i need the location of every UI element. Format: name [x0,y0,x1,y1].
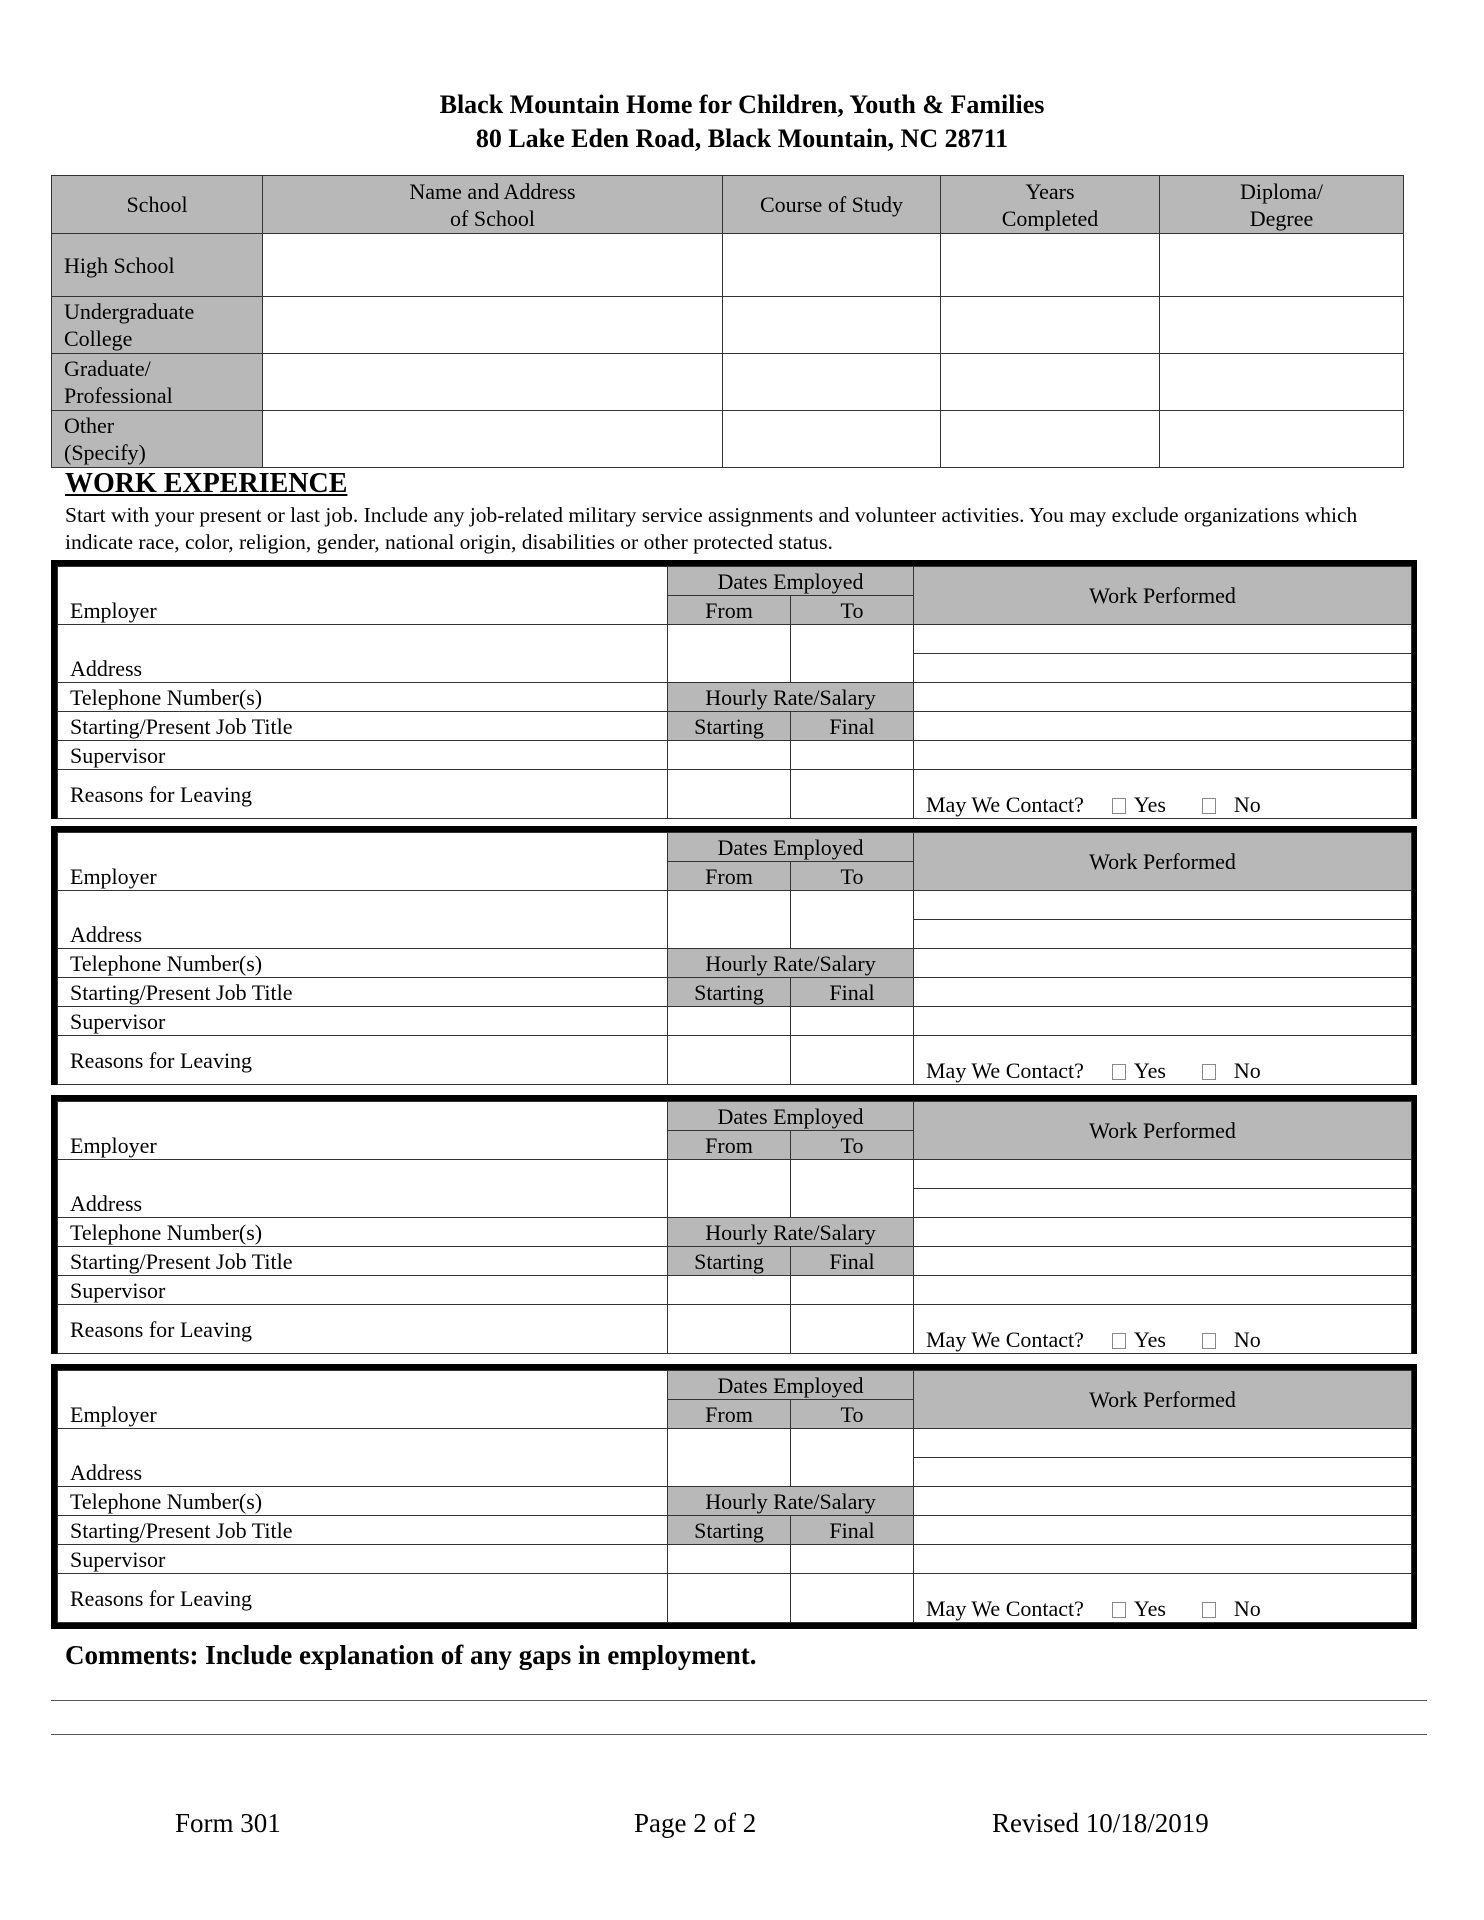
to-field[interactable] [791,1429,914,1487]
salary-field[interactable] [791,1036,914,1085]
edu-cell[interactable] [941,354,1160,411]
employer-block [57,1101,1412,1354]
yes-checkbox[interactable] [1112,798,1126,814]
form-header [0,88,1484,156]
no-label: No [1233,792,1261,817]
final-salary-field[interactable] [791,1545,914,1574]
no-label: No [1233,1058,1261,1083]
work-performed-line[interactable] [914,1276,1412,1305]
may-contact-label: May We Contact? [926,1596,1084,1621]
edu-col-years: Years Completed [941,176,1160,234]
work-performed-line[interactable] [914,654,1412,683]
edu-cell[interactable] [1160,297,1404,354]
employer-label[interactable]: Employer [58,1102,668,1160]
work-performed-line[interactable] [914,1545,1412,1574]
salary-field[interactable] [791,770,914,819]
final-salary-field[interactable] [791,1276,914,1305]
address-label[interactable]: Address [58,625,668,683]
hourly-rate-header: Hourly Rate/Salary [668,1218,914,1247]
work-performed-line[interactable] [914,741,1412,770]
to-field[interactable] [791,891,914,949]
work-performed-line[interactable] [914,1429,1412,1458]
work-performed-line[interactable] [914,1189,1412,1218]
may-contact-label: May We Contact? [926,792,1084,817]
to-field[interactable] [791,625,914,683]
work-experience-intro: Start with your present or last job. Include any job-related military service assignments and volunteer activities. You may exclude organizations which indicate race, color, religion, gender, national origin, disabilities or other protected status. [65,503,1358,554]
salary-field[interactable] [791,1305,914,1354]
employer-block-3 [51,1095,1417,1354]
edu-col-school: School [52,176,263,234]
edu-col-course: Course of Study [723,176,941,234]
edu-cell[interactable] [723,297,941,354]
edu-cell[interactable] [263,234,723,297]
no-checkbox[interactable] [1202,1064,1216,1080]
edu-cell[interactable] [263,354,723,411]
dates-employed-header: Dates Employed [668,1371,914,1400]
salary-field[interactable] [668,1305,791,1354]
edu-cell[interactable] [723,354,941,411]
supervisor-label[interactable]: Supervisor [58,1545,668,1574]
employer-label[interactable]: Employer [58,567,668,625]
salary-field[interactable] [668,1574,791,1623]
edu-cell[interactable] [1160,354,1404,411]
starting-header: Starting [668,1516,791,1545]
dates-employed-header: Dates Employed [668,567,914,596]
org-name: Black Mountain Home for Children, Youth & Families [439,90,1045,119]
edu-row-label: High School [52,234,263,297]
yes-label: Yes [1133,792,1166,817]
from-field[interactable] [668,1429,791,1487]
may-contact [914,1036,1412,1085]
final-salary-field[interactable] [791,1007,914,1036]
work-performed-line[interactable] [914,625,1412,654]
final-header: Final [791,1247,914,1276]
employer-label[interactable]: Employer [58,833,668,891]
yes-label: Yes [1133,1327,1166,1352]
work-experience-title: WORK EXPERIENCE [65,468,348,499]
form-number: Form 301 [175,1808,281,1838]
edu-row-label: Other (Specify) [52,411,263,468]
may-contact [914,1305,1412,1354]
edu-cell[interactable] [1160,234,1404,297]
edu-cell[interactable] [263,411,723,468]
work-performed-line[interactable] [914,1516,1412,1545]
starting-header: Starting [668,978,791,1007]
may-contact [914,1574,1412,1623]
reasons-label[interactable]: Reasons for Leaving [58,770,668,819]
edu-row-label: Undergraduate College [52,297,263,354]
from-header: From [668,1400,791,1429]
supervisor-label[interactable]: Supervisor [58,741,668,770]
address-label[interactable]: Address [58,1160,668,1218]
dates-employed-header: Dates Employed [668,1102,914,1131]
reasons-label[interactable]: Reasons for Leaving [58,1305,668,1354]
hourly-rate-header: Hourly Rate/Salary [668,1487,914,1516]
work-performed-line[interactable] [914,949,1412,978]
employer-block-4 [51,1364,1417,1629]
may-contact-label: May We Contact? [926,1327,1084,1352]
from-field[interactable] [668,891,791,949]
page-number: Page 2 of 2 [634,1808,757,1838]
dates-employed-header: Dates Employed [668,833,914,862]
org-address: 80 Lake Eden Road, Black Mountain, NC 28711 [475,124,1009,153]
employer-block-1 [51,560,1417,819]
final-header: Final [791,978,914,1007]
to-header: To [791,1131,914,1160]
work-performed-line[interactable] [914,1487,1412,1516]
from-header: From [668,1131,791,1160]
hourly-rate-header: Hourly Rate/Salary [668,949,914,978]
to-field[interactable] [791,1160,914,1218]
address-label[interactable]: Address [58,1429,668,1487]
reasons-label[interactable]: Reasons for Leaving [58,1574,668,1623]
edu-cell[interactable] [723,411,941,468]
employer-label[interactable]: Employer [58,1371,668,1429]
no-label: No [1233,1596,1261,1621]
no-checkbox[interactable] [1202,798,1216,814]
job-title-label[interactable]: Starting/Present Job Title [58,1247,668,1276]
no-label: No [1233,1327,1261,1352]
starting-salary-field[interactable] [668,1007,791,1036]
edu-cell[interactable] [941,411,1160,468]
work-performed-line[interactable] [914,1458,1412,1487]
edu-cell[interactable] [723,234,941,297]
work-performed-header: Work Performed [914,1371,1412,1429]
from-field[interactable] [668,1160,791,1218]
final-header: Final [791,1516,914,1545]
starting-header: Starting [668,712,791,741]
comment-line[interactable] [51,1700,1427,1701]
yes-label: Yes [1133,1058,1166,1083]
salary-field[interactable] [791,1574,914,1623]
yes-checkbox[interactable] [1112,1602,1126,1618]
comments-heading: Comments: Include explanation of any gaps in employment. [65,1640,757,1670]
telephone-label[interactable]: Telephone Number(s) [58,683,668,712]
hourly-rate-header: Hourly Rate/Salary [668,683,914,712]
from-header: From [668,862,791,891]
no-checkbox[interactable] [1202,1602,1216,1618]
to-header: To [791,596,914,625]
employer-block [57,832,1412,1085]
employer-block [57,566,1412,819]
to-header: To [791,862,914,891]
work-performed-line[interactable] [914,978,1412,1007]
starting-header: Starting [668,1247,791,1276]
from-field[interactable] [668,625,791,683]
work-performed-line[interactable] [914,1007,1412,1036]
edu-col-diploma: Diploma/ Degree [1160,176,1404,234]
telephone-label[interactable]: Telephone Number(s) [58,949,668,978]
supervisor-label[interactable]: Supervisor [58,1007,668,1036]
yes-checkbox[interactable] [1112,1064,1126,1080]
job-title-label[interactable]: Starting/Present Job Title [58,978,668,1007]
telephone-label[interactable]: Telephone Number(s) [58,1487,668,1516]
from-header: From [668,596,791,625]
final-salary-field[interactable] [791,741,914,770]
yes-checkbox[interactable] [1112,1333,1126,1349]
reasons-label[interactable]: Reasons for Leaving [58,1036,668,1085]
work-performed-line[interactable] [914,1218,1412,1247]
work-performed-line[interactable] [914,891,1412,920]
starting-salary-field[interactable] [668,741,791,770]
work-performed-header: Work Performed [914,567,1412,625]
to-header: To [791,1400,914,1429]
edu-cell[interactable] [1160,411,1404,468]
edu-row-label: Graduate/ Professional [52,354,263,411]
work-performed-line[interactable] [914,683,1412,712]
salary-field[interactable] [668,1036,791,1085]
may-contact-label: May We Contact? [926,1058,1084,1083]
work-performed-line[interactable] [914,1247,1412,1276]
edu-cell[interactable] [941,297,1160,354]
job-title-label[interactable]: Starting/Present Job Title [58,1516,668,1545]
starting-salary-field[interactable] [668,1276,791,1305]
job-title-label[interactable]: Starting/Present Job Title [58,712,668,741]
work-performed-line[interactable] [914,1160,1412,1189]
salary-field[interactable] [668,770,791,819]
edu-cell[interactable] [263,297,723,354]
supervisor-label[interactable]: Supervisor [58,1276,668,1305]
address-label[interactable]: Address [58,891,668,949]
edu-col-name: Name and Address of School [263,176,723,234]
comment-line[interactable] [51,1734,1427,1735]
employer-block-2 [51,826,1417,1085]
work-performed-header: Work Performed [914,833,1412,891]
starting-salary-field[interactable] [668,1545,791,1574]
yes-label: Yes [1133,1596,1166,1621]
work-performed-header: Work Performed [914,1102,1412,1160]
revised-date: Revised 10/18/2019 [992,1808,1209,1838]
work-performed-line[interactable] [914,920,1412,949]
no-checkbox[interactable] [1202,1333,1216,1349]
telephone-label[interactable]: Telephone Number(s) [58,1218,668,1247]
final-header: Final [791,712,914,741]
education-table [51,175,1404,468]
work-performed-line[interactable] [914,712,1412,741]
edu-cell[interactable] [941,234,1160,297]
may-contact [914,770,1412,819]
employer-block [57,1370,1412,1623]
